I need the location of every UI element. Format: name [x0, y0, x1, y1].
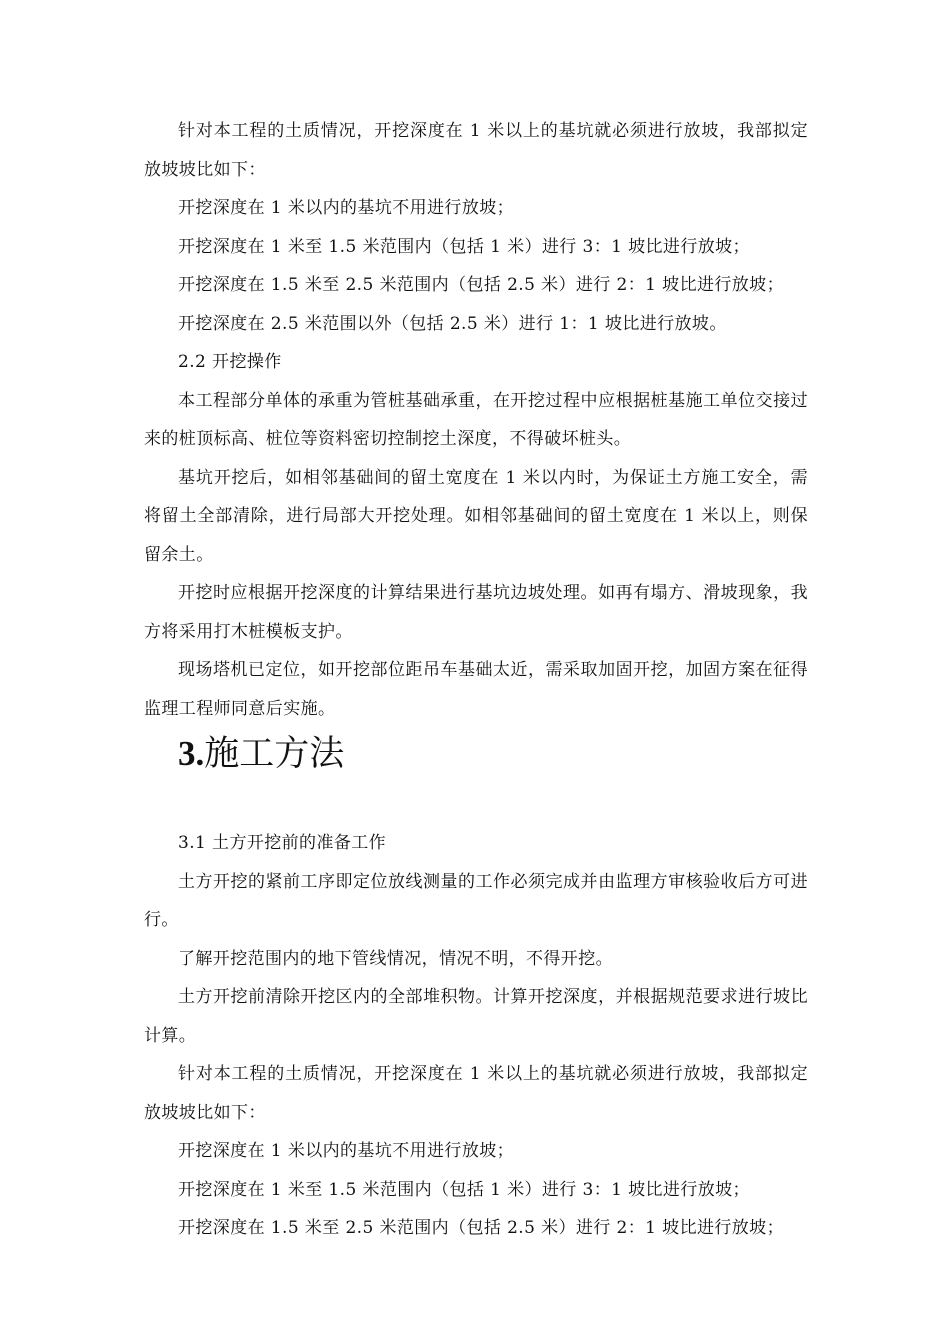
paragraph-survey-prerequisite: 土方开挖的紧前工序即定位放线测量的工作必须完成并由监理方审核验收后方可进行。: [144, 871, 808, 930]
section-2-body: [144, 824, 808, 1248]
section-heading-title: 施工方法: [204, 734, 345, 774]
section-heading: [178, 726, 344, 782]
section-heading-number: 3.: [178, 734, 205, 773]
paragraph-clear-debris: 土方开挖前清除开挖区内的全部堆积物。计算开挖深度，并根据规范要求进行坡比计算。: [144, 987, 808, 1046]
section-1-body: [144, 112, 808, 728]
paragraph-underground-pipes: 了解开挖范围内的地下管线情况，情况不明，不得开挖。: [178, 948, 613, 969]
paragraph-slope-1-to-1-5m-repeat: 开挖深度在 1 米至 1.5 米范围内（包括 1 米）进行 3：1 坡比进行放坡；: [178, 1179, 750, 1200]
paragraph-slope-under-1m: 开挖深度在 1 米以内的基坑不用进行放坡；: [178, 198, 515, 218]
paragraph-slope-under-1m-repeat: 开挖深度在 1 米以内的基坑不用进行放坡；: [178, 1141, 515, 1161]
subheading-2-2: 2.2 开挖操作: [178, 352, 282, 372]
paragraph-slope-1-5-to-2-5m: 开挖深度在 1.5 米至 2.5 米范围内（包括 2.5 米）进行 2：1 坡比进行放坡；: [178, 275, 784, 295]
paragraph-slope-1-5-to-2-5m-repeat: 开挖深度在 1.5 米至 2.5 米范围内（包括 2.5 米）进行 2：1 坡比进行放坡；: [178, 1218, 784, 1238]
paragraph-remaining-soil: 基坑开挖后，如相邻基础间的留土宽度在 1 米以内时，为保证土方施工安全，需将留土全部清除，进行局部大开挖处理。如相邻基础间的留土宽度在 1 米以上，则保留余土。: [144, 467, 808, 565]
paragraph-pile-foundation: 本工程部分单体的承重为管桩基础承重，在开挖过程中应根据桩基施工单位交接过来的桩顶标高、桩位等资料密切控制挖土深度，不得破坏桩头。: [144, 390, 808, 449]
paragraph-slope-intro: 针对本工程的土质情况，开挖深度在 1 米以上的基坑就必须进行放坡，我部拟定放坡坡比如下：: [144, 121, 808, 180]
paragraph-slope-intro-repeat: 针对本工程的土质情况，开挖深度在 1 米以上的基坑就必须进行放坡，我部拟定放坡坡比如下：: [144, 1064, 808, 1123]
subheading-3-1: 3.1 土方开挖前的准备工作: [178, 833, 387, 853]
paragraph-slope-treatment: 开挖时应根据开挖深度的计算结果进行基坑边坡处理。如再有塌方、滑坡现象，我方将采用打木桩模板支护。: [144, 583, 808, 642]
paragraph-slope-1-to-1-5m: 开挖深度在 1 米至 1.5 米范围内（包括 1 米）进行 3：1 坡比进行放坡；: [178, 236, 750, 257]
paragraph-tower-crane: 现场塔机已定位，如开挖部位距吊车基础太近，需采取加固开挖，加固方案在征得监理工程师同意后实施。: [144, 660, 808, 719]
paragraph-slope-over-2-5m: 开挖深度在 2.5 米范围以外（包括 2.5 米）进行 1：1 坡比进行放坡。: [178, 313, 727, 334]
